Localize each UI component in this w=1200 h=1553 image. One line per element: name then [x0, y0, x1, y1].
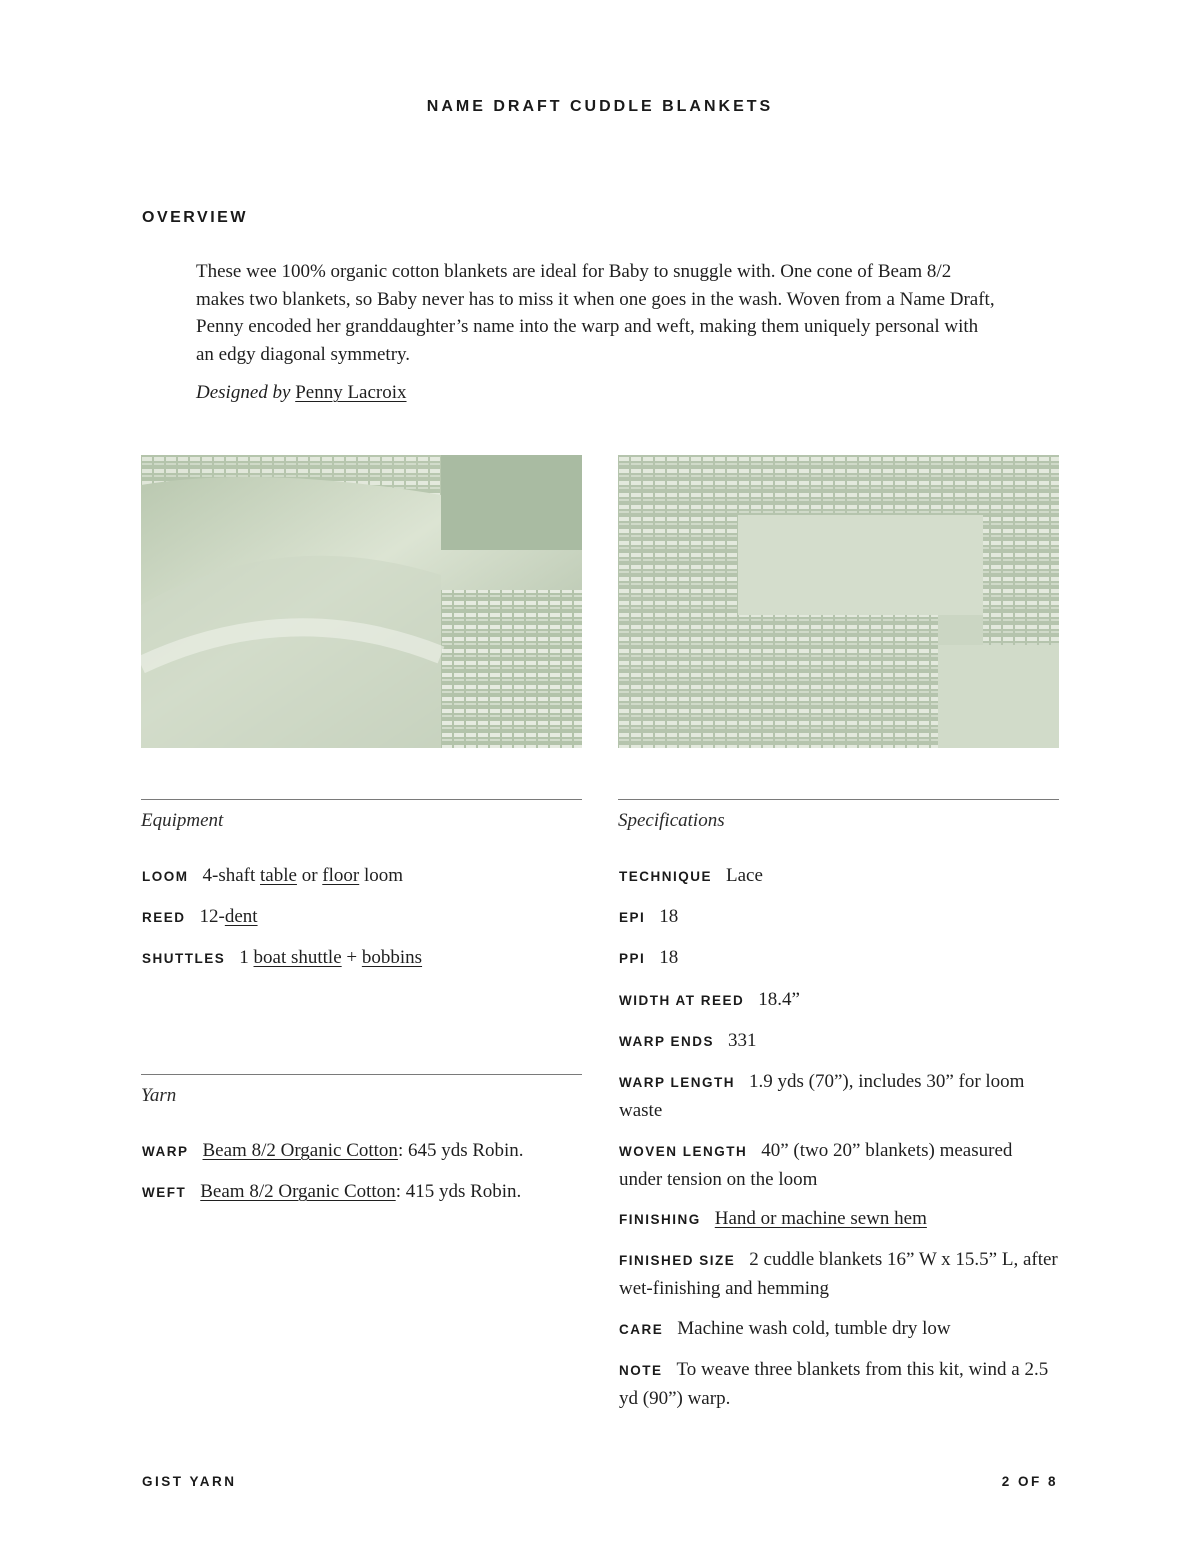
finished-size-value: 2 cuddle blankets 16” W x 15.5” L, after wet-finishing and hemming: [619, 1249, 1058, 1299]
weft-yarn-amount: : 415 yds Robin.: [395, 1181, 522, 1202]
equipment-rule: [141, 799, 582, 800]
epi-value: 18: [659, 906, 679, 927]
bobbins-link[interactable]: bobbins: [361, 947, 423, 968]
care-value: Machine wash cold, tumble dry low: [677, 1318, 951, 1339]
warp-yarn-amount: : 645 yds Robin.: [397, 1140, 524, 1161]
weft-label: WEFT: [142, 1185, 187, 1200]
loom-prefix: 4-shaft: [202, 865, 256, 886]
page-number: 2 OF 8: [1001, 1474, 1058, 1489]
technique-row: [619, 862, 1059, 891]
warp-label: WARP: [142, 1144, 189, 1159]
designer-link[interactable]: Penny Lacroix: [295, 382, 407, 403]
reed-row: [142, 903, 258, 932]
blanket-flat-photo: [618, 455, 1059, 748]
technique-value: Lace: [726, 865, 763, 886]
warp-length-value: 1.9 yds (70”), includes 30” for loom waste: [619, 1071, 1025, 1121]
care-row: [619, 1315, 1059, 1344]
designed-by-label: Designed by: [196, 382, 291, 403]
shuttles-label: SHUTTLES: [142, 951, 226, 966]
care-label: CARE: [619, 1322, 664, 1337]
boat-shuttle-link[interactable]: boat shuttle: [253, 947, 342, 968]
shuttles-row: [142, 944, 422, 973]
reed-label: REED: [142, 910, 186, 925]
finishing-link[interactable]: Hand or machine sewn hem: [714, 1208, 927, 1229]
width-at-reed-row: [619, 986, 1059, 1015]
note-row: [619, 1356, 1059, 1412]
designer-credit: [196, 382, 407, 404]
warp-yarn-link[interactable]: Beam 8/2 Organic Cotton: [202, 1140, 398, 1161]
warp-ends-row: [619, 1027, 1059, 1056]
specifications-title: Specifications: [618, 810, 725, 831]
blanket-drape-photo: [141, 455, 582, 748]
document-title: NAME DRAFT CUDDLE BLANKETS: [426, 98, 774, 115]
woven-length-value: 40” (two 20” blankets) measured under tension on the loom: [619, 1140, 1013, 1190]
footer-brand: GIST YARN: [142, 1474, 237, 1489]
dent-link[interactable]: dent: [224, 906, 258, 927]
ppi-label: PPI: [619, 951, 646, 966]
loom-label: LOOM: [142, 869, 189, 884]
woven-length-row: [619, 1137, 1059, 1193]
weft-yarn-row: [142, 1178, 521, 1207]
finished-size-label: FINISHED SIZE: [619, 1253, 736, 1268]
shuttles-prefix: 1: [239, 947, 249, 968]
note-value: To weave three blankets from this kit, wind a 2.5 yd (90”) warp.: [619, 1359, 1049, 1409]
floor-loom-link[interactable]: floor: [322, 865, 360, 886]
width-at-reed-label: WIDTH AT REED: [619, 993, 745, 1008]
yarn-title: Yarn: [141, 1085, 177, 1106]
loom-suffix: loom: [363, 865, 404, 886]
yarn-rule: [141, 1074, 582, 1075]
loom-row: [142, 862, 403, 891]
ppi-row: [619, 944, 1059, 973]
overview-heading: OVERVIEW: [142, 209, 248, 226]
weft-yarn-link[interactable]: Beam 8/2 Organic Cotton: [200, 1181, 396, 1202]
equipment-title: Equipment: [141, 810, 224, 831]
finishing-row: [619, 1205, 1059, 1234]
warp-length-row: [619, 1068, 1059, 1124]
epi-label: EPI: [619, 910, 646, 925]
warp-yarn-row: [142, 1137, 524, 1166]
finished-size-row: [619, 1246, 1059, 1302]
finishing-label: FINISHING: [619, 1212, 701, 1227]
specifications-rule: [618, 799, 1059, 800]
warp-ends-label: WARP ENDS: [619, 1034, 715, 1049]
warp-length-label: WARP LENGTH: [619, 1075, 736, 1090]
reed-prefix: 12-: [199, 906, 225, 927]
table-loom-link[interactable]: table: [260, 865, 297, 886]
warp-ends-value: 331: [728, 1030, 757, 1051]
loom-mid: or: [301, 865, 318, 886]
width-at-reed-value: 18.4”: [758, 989, 800, 1010]
ppi-value: 18: [659, 947, 679, 968]
woven-length-label: WOVEN LENGTH: [619, 1144, 748, 1159]
overview-paragraph: These wee 100% organic cotton blankets are ideal for Baby to snuggle with. One cone of Beam 8/2 makes two blankets, so Baby never has to miss it when one goes in the wash. Woven from a Name Draft, Penny encoded her granddaughter’s name into the warp and weft, making them uniquely personal with an edgy diagonal symmetry.: [196, 261, 995, 365]
epi-row: [619, 903, 1059, 932]
note-label: NOTE: [619, 1363, 663, 1378]
shuttles-mid: +: [346, 947, 358, 968]
technique-label: TECHNIQUE: [619, 869, 713, 884]
